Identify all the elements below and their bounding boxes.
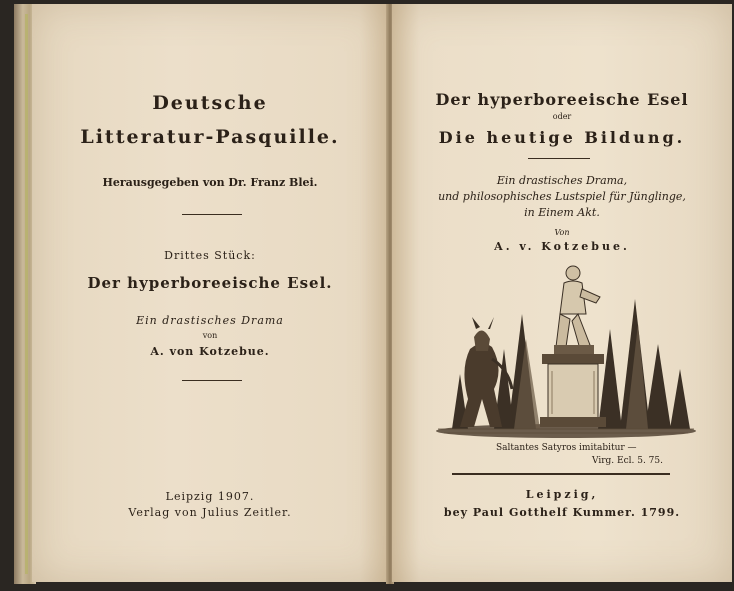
open-book bbox=[14, 4, 734, 586]
divider-rule bbox=[528, 158, 590, 159]
place-year: Leipzig 1907. bbox=[165, 490, 255, 503]
divider-rule bbox=[182, 214, 242, 215]
publisher-line: bey Paul Gotthelf Kummer. 1799. bbox=[443, 506, 681, 519]
satyr-statue-vignette bbox=[430, 259, 702, 444]
binding-thread bbox=[25, 14, 28, 574]
by-label: von bbox=[202, 331, 218, 340]
author-name: A. von Kotzebue. bbox=[150, 345, 270, 358]
series-title-line2: Litteratur-Pasquille. bbox=[80, 126, 340, 148]
part-label: Drittes Stück: bbox=[164, 249, 256, 262]
right-page bbox=[392, 4, 732, 582]
left-page bbox=[32, 4, 388, 582]
editor-line: Herausgegeben von Dr. Franz Blei. bbox=[102, 176, 318, 189]
description-line3: in Einem Akt. bbox=[524, 206, 600, 219]
von-label: Von bbox=[554, 228, 570, 237]
main-title-line1: Der hyperboreeische Esel bbox=[435, 90, 689, 109]
main-title-line2: Die heutige Bildung. bbox=[438, 128, 686, 147]
subtitle: Ein drastisches Drama bbox=[136, 314, 284, 327]
place-name: Leipzig, bbox=[525, 488, 599, 501]
publisher: Verlag von Julius Zeitler. bbox=[128, 506, 292, 519]
caption-source: Virg. Ecl. 5. 75. bbox=[592, 456, 663, 466]
description-line1: Ein drastisches Drama, bbox=[496, 174, 628, 187]
description-line2: und philosophisches Lustspiel für Jünglinge, bbox=[438, 190, 686, 203]
double-rule bbox=[452, 473, 670, 475]
oder-label: oder bbox=[552, 112, 572, 121]
book-title: Der hyperboreeische Esel. bbox=[87, 274, 333, 292]
series-title-line1: Deutsche bbox=[152, 92, 268, 114]
caption-quote: Saltantes Satyros imitabitur — bbox=[496, 443, 637, 453]
divider-rule bbox=[182, 380, 242, 381]
author-name: A. v. Kotzebue. bbox=[494, 240, 630, 253]
